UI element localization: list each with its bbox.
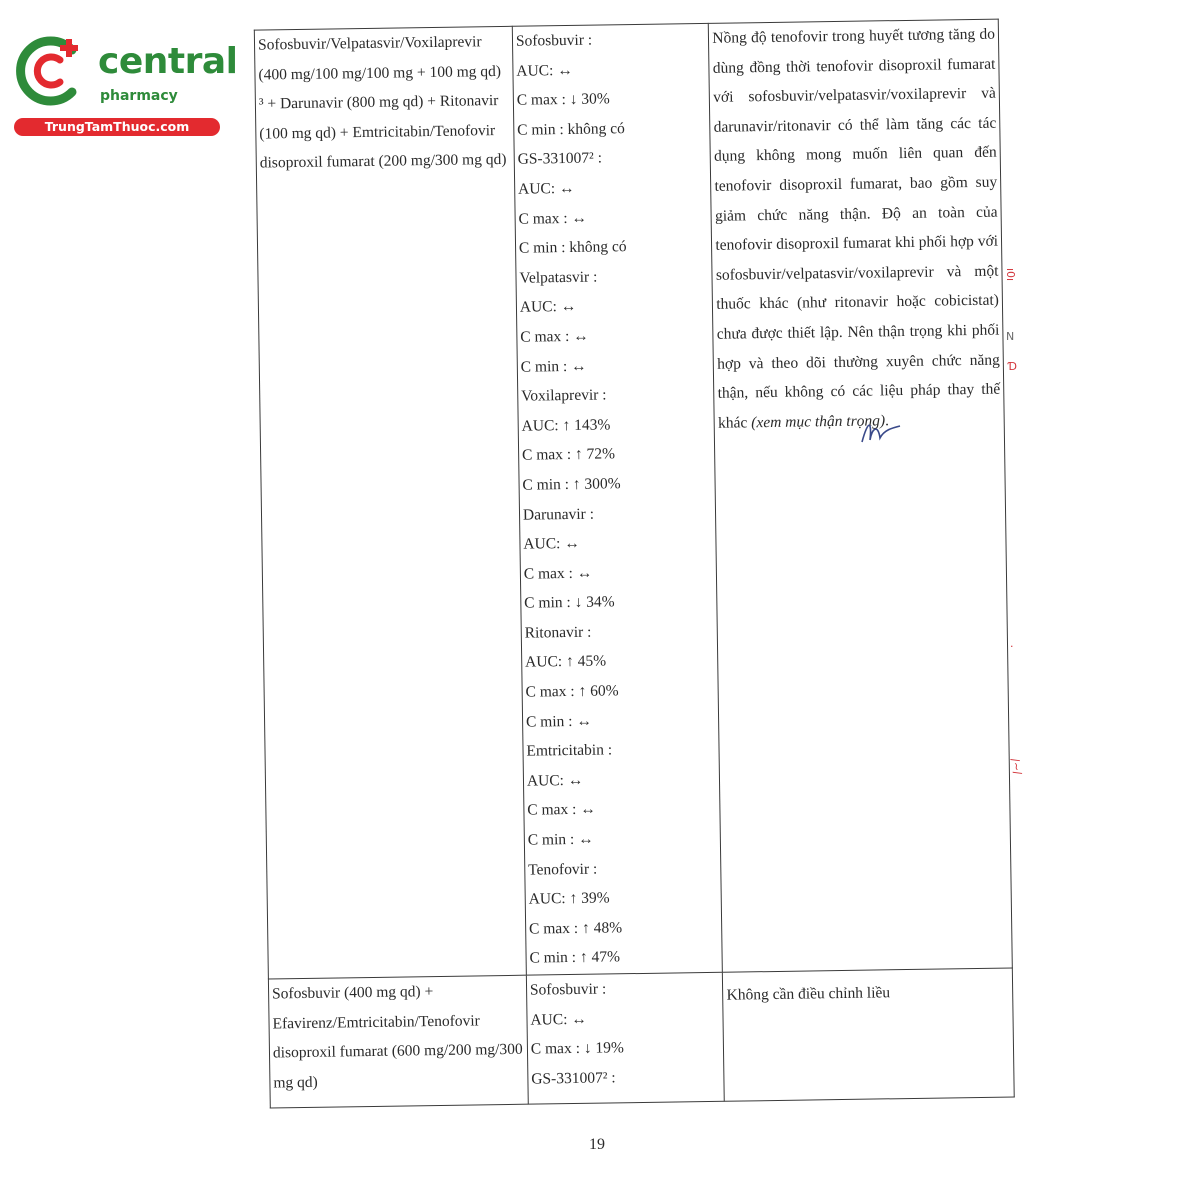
drug-combination-cell (254, 26, 526, 979)
logo-url-badge: TrungTamThuoc.com (14, 118, 220, 136)
pk-effect-line: C max : ↓ 19% (530, 1039, 624, 1058)
pk-effect-line: C max : ↓ 30% (516, 90, 610, 109)
pk-effect-line: C min : không có (518, 238, 627, 257)
pk-effect-line: GS-331007² : (517, 149, 603, 169)
stamp-fragment-icon: N (1006, 330, 1015, 343)
pk-effect-line: AUC: ↔ (519, 298, 577, 317)
logo-subtitle: pharmacy (100, 88, 178, 104)
pk-effect-line: C min : ↔ (520, 357, 587, 376)
page-number: 19 (589, 1136, 605, 1153)
pk-effect-line: C min : không có (517, 119, 625, 139)
pk-effect-line: AUC: ↑ 39% (528, 889, 610, 908)
handwritten-signature-icon (858, 416, 904, 450)
pk-effect-line: C min : ↑ 47% (529, 948, 621, 968)
recommendation-period: . (884, 411, 890, 430)
recommendation-cell (709, 19, 1013, 972)
pk-effect-line: C max : ↑ 72% (521, 445, 616, 465)
pk-effect-line: GS-331007² : (531, 1069, 616, 1088)
pk-effect-line: Tenofovir : (528, 860, 598, 879)
pk-effect-line: C max : ↔ (523, 564, 593, 583)
pk-effects-cell (526, 972, 724, 1104)
pharmacy-cross-logo-icon (10, 36, 90, 106)
pk-effect-line: Sofosbuvir : (515, 31, 593, 50)
pk-effect-line: C max : ↑ 48% (528, 919, 623, 938)
pk-effect-line: AUC: ↑ 45% (524, 652, 607, 672)
stamp-fragment-icon: ı0ı (1004, 267, 1018, 282)
stamp-fragment-icon: · (1010, 640, 1014, 653)
pk-effect-line: AUC: ↔ (530, 1010, 587, 1029)
pk-effect-line: Ritonavir : (524, 623, 592, 642)
pk-effect-line: C min : ↓ 34% (524, 593, 615, 612)
stamp-fragment-icon: /~/ (1008, 757, 1025, 776)
recommendation-text (712, 20, 1001, 438)
stamp-fragment-icon: Ɗ (1008, 360, 1018, 373)
logo-brand-name: central (98, 41, 238, 82)
drug-combination-text: Sofosbuvir/Velpatasvir/Voxilaprevir (400 mg/100 mg/100 mg + 100 mg qd) ³ + Darunavir (800 mg qd) + Ritonavir (100 mg qd) + Emtricitabin/Tenofovir disoproxil fumarat (200 mg/300 mg qd) (257, 33, 507, 172)
pk-effects-list (530, 973, 721, 1094)
table-row (268, 968, 1014, 1108)
pk-effect-line: C max : ↔ (520, 327, 589, 346)
pk-effect-line: AUC: ↔ (516, 61, 573, 80)
recommendation-reference: (xem mục thận trọng) (751, 412, 886, 432)
pk-effect-line: AUC: ↔ (526, 771, 584, 790)
pk-effect-line: C max : ↔ (527, 801, 596, 820)
pk-effect-line: Voxilaprevir : (521, 386, 607, 405)
brand-logo (10, 36, 238, 140)
pk-effect-line: Velpatasvir : (519, 268, 598, 287)
pk-effect-line: Darunavir : (522, 505, 595, 524)
recommendation-main: Nồng độ tenofovir trong huyết tương tăng do dùng đồng thời tenofovir disoproxil fumarat với sofosbuvir/velpatasvir/voxilaprevir và darunavir/ritonavir có thể làm tăng các tác dụng không mong muốn liên quan đến tenofovir disoproxil fumarat, bao gồm suy giảm chức năng thận. Độ an toàn của tenofovir disoproxil fumarat khi phối hợp với sofosbuvir/velpatasvir/voxilaprevir và một thuốc khác (như ritonavir hoặc cobicistat) chưa được thiết lập. Nên thận trọng khi phối hợp và theo dõi thường xuyên chức năng thận, nếu không có các liệu pháp thay thế khác (712, 25, 1001, 432)
pk-effect-line: AUC: ↔ (517, 179, 575, 198)
pk-effect-line: C min : ↔ (527, 830, 594, 849)
table-row (254, 19, 1012, 979)
pk-effect-line: C min : ↑ 300% (522, 475, 621, 494)
pk-effects-cell (512, 23, 723, 975)
pk-effects-list (516, 24, 720, 974)
pk-effect-line: C max : ↔ (518, 209, 588, 228)
recommendation-cell (723, 968, 1015, 1101)
pk-effect-line: C min : ↔ (525, 712, 593, 731)
document-page (254, 18, 1020, 1139)
pk-effect-line: Emtricitabin : (526, 741, 613, 760)
pk-effect-line: AUC: ↔ (523, 534, 580, 553)
drug-combination-text: Sofosbuvir (400 mg qd) + Efavirenz/Emtricitabin/Tenofovir disoproxil fumarat (600 mg/200 mg/300 mg qd) (271, 983, 523, 1092)
interaction-table (254, 19, 1018, 1109)
pk-effect-line: C max : ↑ 60% (525, 682, 619, 701)
drug-combination-cell (268, 975, 528, 1108)
pk-effect-line: Sofosbuvir : (529, 980, 607, 999)
recommendation-text: Không cần điều chỉnh liều (726, 984, 891, 1004)
pk-effect-line: AUC: ↑ 143% (521, 416, 611, 435)
